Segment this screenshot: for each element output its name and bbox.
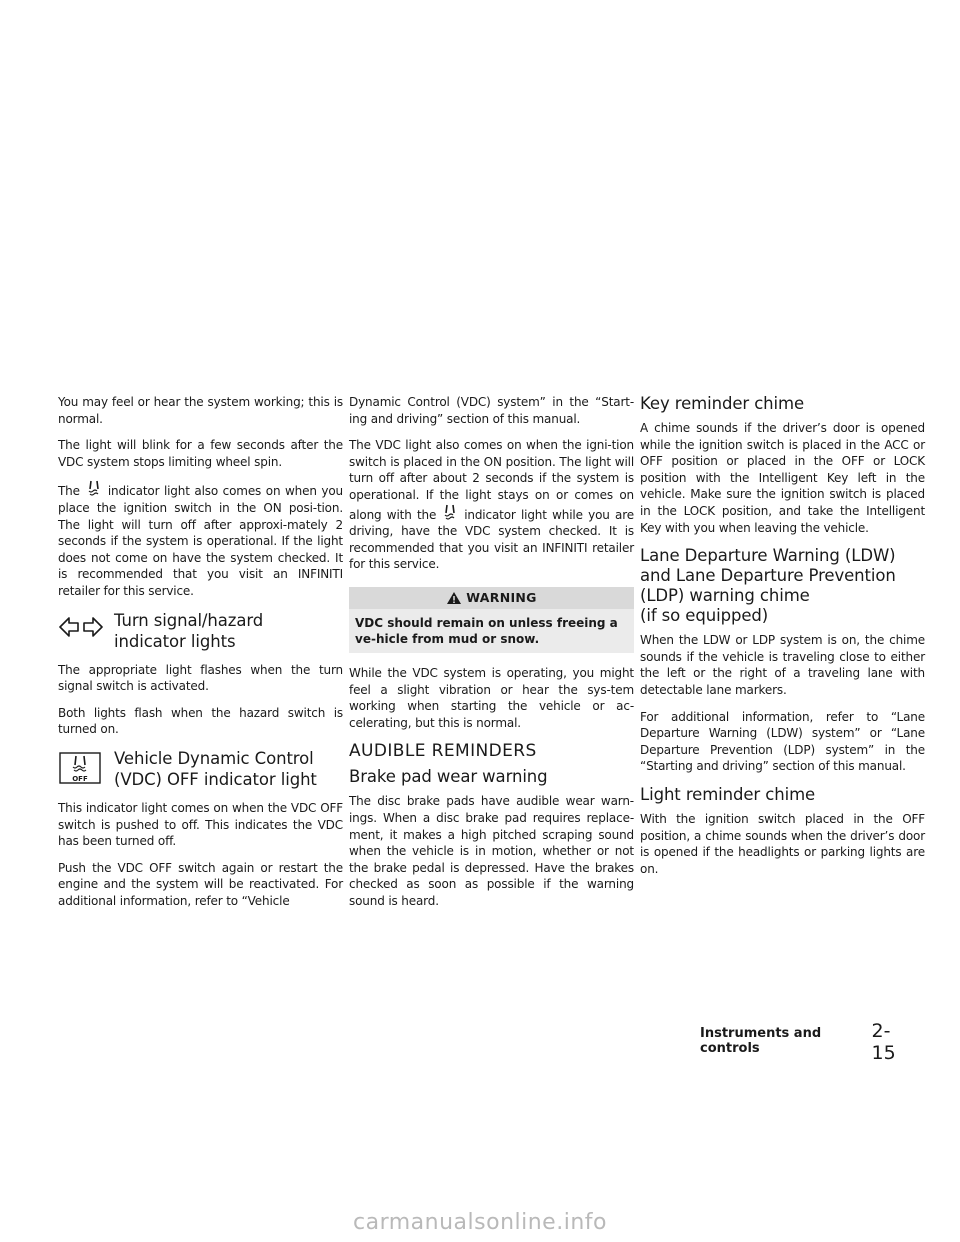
paragraph: A chime sounds if the driver’s door is opened while the ignition switch is placed in the ACC or OFF position or placed in the OFF or LOCK position with the Intelligent Key left in the vehicle. Make sure the ignition switch is placed in the LOCK position, and take the Intelligent Key with you when leaving the vehicle. [640, 421, 925, 535]
paragraph: When the LDW or LDP system is on, the chime sounds if the vehicle is traveling close to either the left or the right of a traveling lane with detectable lane markers. [640, 633, 925, 697]
paragraph-lead: The [58, 484, 80, 499]
section-heading: AUDIBLE REMINDERS [349, 741, 537, 762]
watermark: carmanualsonline.info [353, 1210, 607, 1235]
subheading: Light reminder chime [640, 784, 816, 804]
subheading: Brake pad wear warning [349, 767, 548, 787]
paragraph-rest: indicator light also comes on when you place the ignition switch in the ON posi-tion. The light will turn off after approxi-mately 2 seconds if the system is operational. If the light does not come on have the system checked. It is recommended that you visit an INFINITI retailer for this service. [58, 484, 343, 598]
turn-signal-title-line2: indicator lights [114, 631, 236, 651]
footer-section-name: Instruments and controls [700, 1026, 822, 1056]
paragraph: For additional information, refer to “Lane Departure Warning (LDW) system” or “Lane Departure Prevention (LDP) system” in the “Starting and driving” section of this manual. [640, 709, 925, 774]
paragraph-rest: indicator light while you are driving, have the VDC system checked. It is recommended that you visit an INFINITI retailer for this service. [349, 507, 634, 572]
subheading [640, 546, 925, 626]
warning-text: VDC should remain on unless freeing a ve-hicle from mud or snow. [349, 609, 634, 653]
page-number: 2-15 [871, 1020, 896, 1064]
column-right [640, 394, 925, 887]
page-footer [700, 1020, 910, 1064]
paragraph: This indicator light comes on when the VDC OFF switch is pushed to off. This indicates the VDC has been turned off. [58, 800, 343, 849]
subheading: Key reminder chime [640, 394, 805, 413]
warning-title: WARNING [466, 590, 537, 606]
warning-header [349, 587, 634, 609]
paragraph [58, 480, 343, 599]
paragraph: The disc brake pads have audible wear warn-ings. When a disc brake pad requires replace-ment, it makes a high pitched scraping sound when the vehicle is in motion, whether or not the brake pedal is depressed. Have the brakes checked as soon as possible if the warning sound is heard. [349, 794, 634, 908]
slip-indicator-icon [436, 504, 464, 520]
turn-signal-icon [58, 612, 102, 642]
paragraph: While the VDC system is operating, you might feel a slight vibration or hear the sys-tem working when starting the vehicle or ac-celerating, but this is normal. [349, 665, 634, 730]
turn-signal-heading [58, 610, 343, 652]
paragraph: With the ignition switch placed in the OFF position, a chime sounds when the driver’s door is opened if the headlights or parking lights are on. [640, 811, 925, 876]
vdc-off-icon-label: OFF [72, 774, 88, 783]
paragraph: The appropriate light flashes when the turn signal switch is activated. [58, 662, 343, 694]
paragraph: You may feel or hear the system working; this is normal. [58, 395, 343, 426]
paragraph: Dynamic Control (VDC) system” in the “Start-ing and driving” section of this manual. [349, 395, 634, 426]
warning-box [349, 587, 634, 653]
vdc-off-icon [58, 752, 102, 782]
paragraph: Both lights flash when the hazard switch is turned on. [58, 705, 343, 737]
column-left [58, 394, 343, 919]
paragraph: Push the VDC OFF switch again or restart the engine and the system will be reactivated. For additional information, refer to “Vehicle [58, 860, 343, 908]
vdc-off-title-line2: (VDC) OFF indicator light [114, 769, 317, 789]
warning-icon [446, 591, 462, 605]
paragraph [349, 437, 634, 573]
subheading-line: Lane Departure Warning (LDW) [640, 546, 896, 566]
paragraph-lead: The VDC light also comes on when the igni-tion switch is placed in the ON position. The light will turn off after about 2 seconds if the system is operational. If the light stays on or comes on along with the [349, 438, 634, 522]
subheading-line: (if so equipped) [640, 606, 769, 626]
slip-indicator-icon [80, 480, 108, 496]
subheading-line: and Lane Departure Prevention [640, 566, 896, 586]
subheading-line: (LDP) warning chime [640, 586, 810, 606]
vdc-off-heading [58, 748, 343, 790]
column-middle [349, 394, 634, 919]
paragraph: The light will blink for a few seconds after the VDC system stops limiting wheel spin. [58, 438, 343, 469]
turn-signal-title: Turn signal/hazard [114, 610, 264, 630]
vdc-off-title: Vehicle Dynamic Control [114, 748, 314, 768]
